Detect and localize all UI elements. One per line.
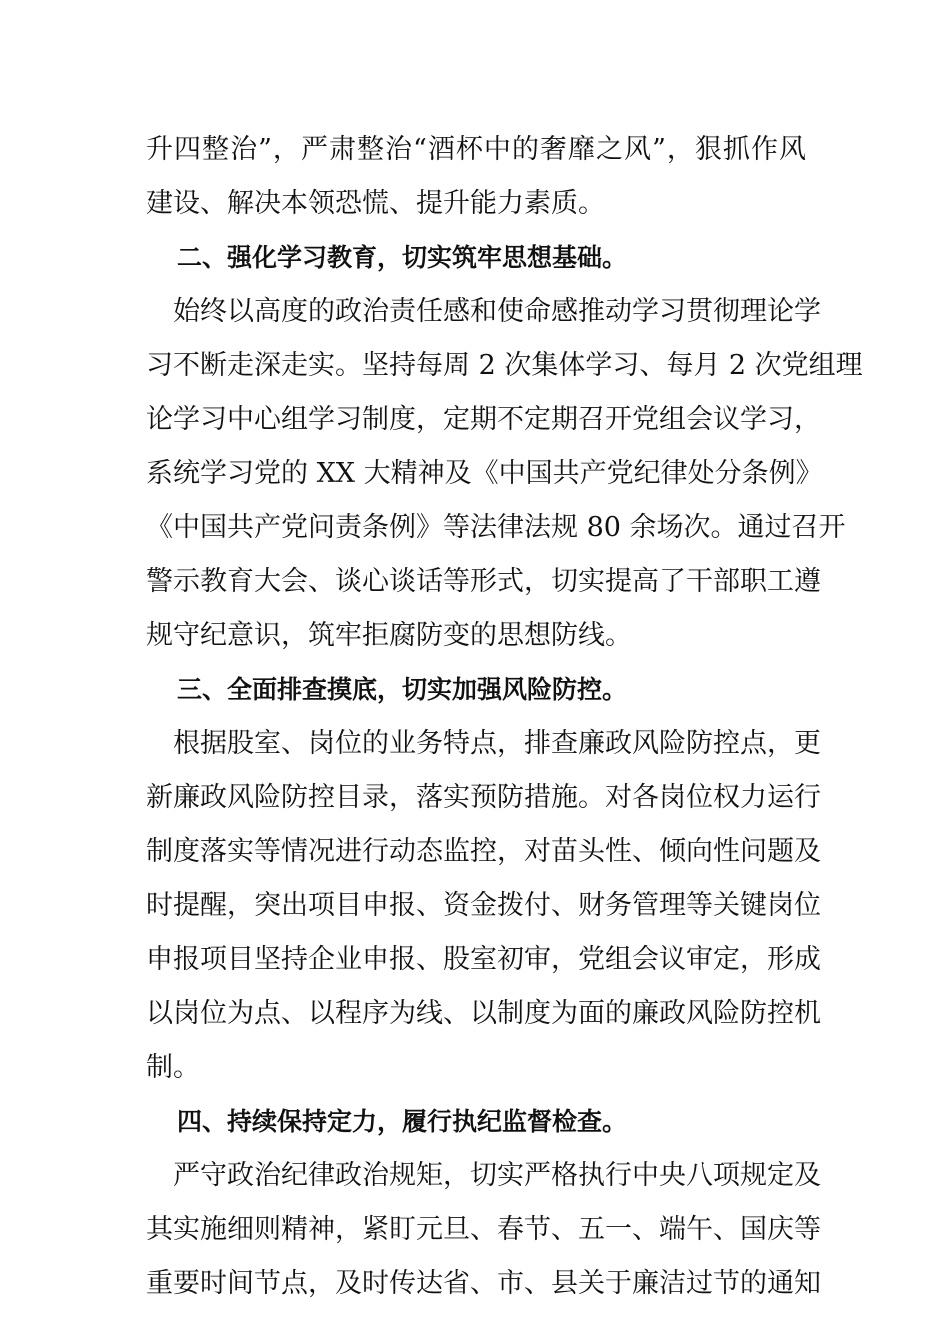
text-line: 时提醒，突出项目申报、资金拨付、财务管理等关键岗位 xyxy=(146,890,821,921)
section-paragraph-2 xyxy=(146,285,863,663)
text-line: 以岗位为点、以程序为线、以制度为面的廉政风险防控机 xyxy=(146,998,821,1029)
section-paragraph-4 xyxy=(146,1149,821,1311)
section-heading-3: 三、全面排查摸底，切实加强风险防控。 xyxy=(177,675,628,704)
text-line: 始终以高度的政治责任感和使命感推动学习贯彻理论学 xyxy=(173,296,821,327)
text-line: 重要时间节点，及时传达省、市、县关于廉洁过节的通知 xyxy=(146,1268,821,1299)
text-line: 其实施细则精神，紧盯元旦、春节、五一、端午、国庆等 xyxy=(146,1214,821,1245)
text-line: 制。 xyxy=(146,1052,200,1083)
document-body xyxy=(146,123,863,1311)
text-line: 系统学习党的 XX 大精神及《中国共产党纪律处分条例》 xyxy=(146,458,823,489)
text-line: 升四整治”，严肃整治“酒杯中的奢靡之风”，狠抓作风 xyxy=(146,134,806,165)
text-line: 根据股室、岗位的业务特点，排查廉政风险防控点，更 xyxy=(173,728,821,759)
intro-paragraph xyxy=(146,123,806,231)
text-line: 严守政治纪律政治规矩，切实严格执行中央八项规定及 xyxy=(173,1160,821,1191)
text-line: 《中国共产党问责条例》等法律法规 80 余场次。通过召开 xyxy=(146,512,846,543)
text-line: 规守纪意识，筑牢拒腐防变的思想防线。 xyxy=(146,620,632,651)
text-line: 习不断走深走实。坚持每周 2 次集体学习、每月 2 次党组理 xyxy=(146,350,863,381)
section-paragraph-3 xyxy=(146,717,821,1095)
text-line: 制度落实等情况进行动态监控，对苗头性、倾向性问题及 xyxy=(146,836,821,867)
section-heading-2: 二、强化学习教育，切实筑牢思想基础。 xyxy=(177,243,628,272)
text-line: 建设、解决本领恐慌、提升能力素质。 xyxy=(146,188,605,219)
text-line: 申报项目坚持企业申报、股室初审，党组会议审定，形成 xyxy=(146,944,821,975)
text-line: 警示教育大会、谈心谈话等形式，切实提高了干部职工遵 xyxy=(146,566,821,597)
text-line: 论学习中心组学习制度，定期不定期召开党组会议学习， xyxy=(146,404,821,435)
text-line: 新廉政风险防控目录，落实预防措施。对各岗位权力运行 xyxy=(146,782,821,813)
section-heading-4: 四、持续保持定力，履行执纪监督检查。 xyxy=(177,1107,628,1136)
